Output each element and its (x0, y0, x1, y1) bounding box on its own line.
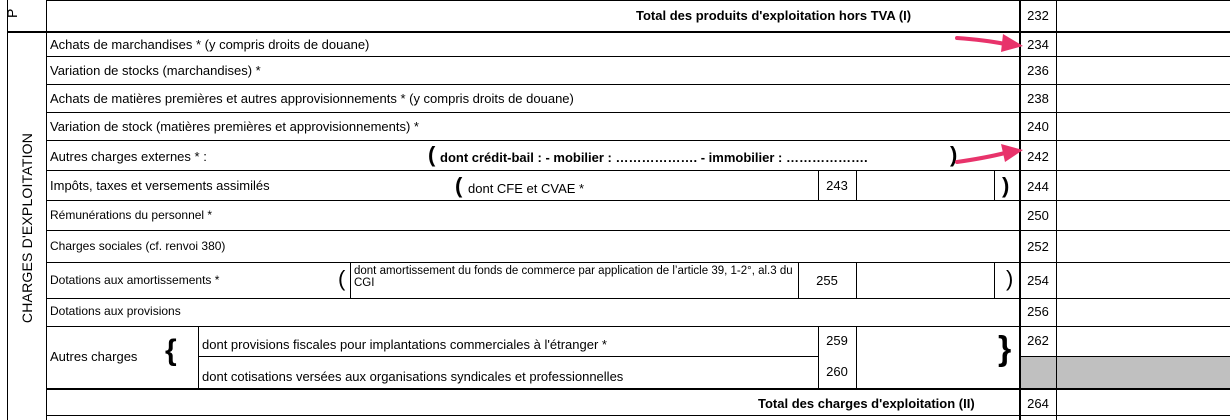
row-label-dotations-provisions: Dotations aux provisions (50, 304, 181, 318)
products-section-label: P (4, 8, 20, 18)
row-label-variation-stocks: Variation de stocks (marchandises) * (50, 63, 261, 78)
grey-filled-cell (1020, 356, 1230, 389)
row-label-charges-sociales: Charges sociales (cf. renvoi 380) (50, 239, 226, 253)
row-code-252: 252 (1027, 239, 1049, 254)
row-code-236: 236 (1027, 63, 1049, 78)
sub-code-243: 243 (826, 178, 848, 193)
row-code-250: 250 (1027, 208, 1049, 223)
value-cell-242[interactable] (1057, 141, 1230, 170)
row-code-240: 240 (1027, 119, 1049, 134)
row-code-234: 234 (1027, 37, 1049, 52)
row-code-244: 244 (1027, 179, 1049, 194)
total-charges-label: Total des charges d'exploitation (II) (758, 396, 975, 411)
total-products-code: 232 (1027, 8, 1049, 23)
row-label-impots: Impôts, taxes et versements assimilés (50, 178, 270, 193)
sub-row-label-provisions-fiscales: dont provisions fiscales pour implantations commerciales à l'étranger * (202, 337, 607, 352)
row-code-242: 242 (1027, 149, 1049, 164)
charges-section-label: CHARGES D'EXPLOITATION (19, 132, 35, 323)
row-label-achats-matieres: Achats de matières premières et autres approvisionnements * (y compris droits de douane) (50, 91, 574, 106)
value-cell-234[interactable] (1057, 32, 1230, 56)
sub-code-260: 260 (826, 364, 848, 379)
income-statement-form: P CHARGES D'EXPLOITATION Total des produits d'exploitation hors TVA (I) 232 Achats de marchandises * (y compris droits de douane) 234 Variation de stocks (marchandises) * 236 Achats de matières premières et autres approvisionnements * (y compris droits de douane) 238 Variation de stock (matières premières et approvisionnements) * 240 Autres charges externes * : ( dont crédit-bail : - mobilier : ………………. - immobilier : ………………. ) 242 Impôts, taxes et versements assimilés ( dont CFE et CVAE * 243 ) 244 Rémunérations du personnel * 250 Charges sociales (cf. renvoi 380) 252 Dotations aux amortissements * ( dont amortissement du fonds de commerce par application de l’article 39, 1-2°, al.3 du CGI 255 ) 254 Dotations aux provisions 256 Autres charges { dont provisions fiscales pour implantations commerciales à l'étranger * 259 dont cotisations versées aux organisations syndicales et professionnelles 260 } 262 Total des charges d'exploitation (II) 264 (0, 0, 1230, 420)
credit-bail-detail: dont crédit-bail : - mobilier : ………………. - immobilier : ………………. (440, 150, 868, 165)
arrow-pointer-icon (955, 142, 1025, 166)
row-label-remunerations: Rémunérations du personnel * (50, 208, 213, 222)
row-code-238: 238 (1027, 91, 1049, 106)
fonds-commerce-detail: dont amortissement du fonds de commerce par application de l’article 39, 1-2°, al.3 du CGI (354, 265, 793, 289)
sub-code-259: 259 (826, 333, 848, 348)
total-charges-code: 264 (1027, 396, 1049, 411)
total-products-label: Total des produits d'exploitation hors TVA (I) (636, 8, 912, 23)
value-cell-264[interactable] (1057, 390, 1230, 415)
sub-code-255: 255 (816, 273, 838, 288)
row-code-254: 254 (1027, 273, 1049, 288)
sub-row-label-cotisations: dont cotisations versées aux organisations syndicales et professionnelles (202, 369, 624, 384)
row-label-variation-stock-matieres: Variation de stock (matières premières et approvisionnements) * (50, 119, 419, 134)
autres-charges-label: Autres charges (50, 349, 138, 364)
arrow-pointer-icon (955, 28, 1025, 52)
row-code-256: 256 (1027, 304, 1049, 319)
row-label-achats-marchandises: Achats de marchandises * (y compris droits de douane) (50, 37, 370, 52)
row-code-262: 262 (1027, 333, 1049, 348)
row-label-autres-charges-externes: Autres charges externes * : (50, 149, 207, 164)
total-products-value-cell[interactable] (1057, 1, 1230, 31)
cfe-cvae-detail: dont CFE et CVAE * (468, 181, 585, 196)
row-label-dotations-amortissements: Dotations aux amortissements * (50, 273, 220, 287)
